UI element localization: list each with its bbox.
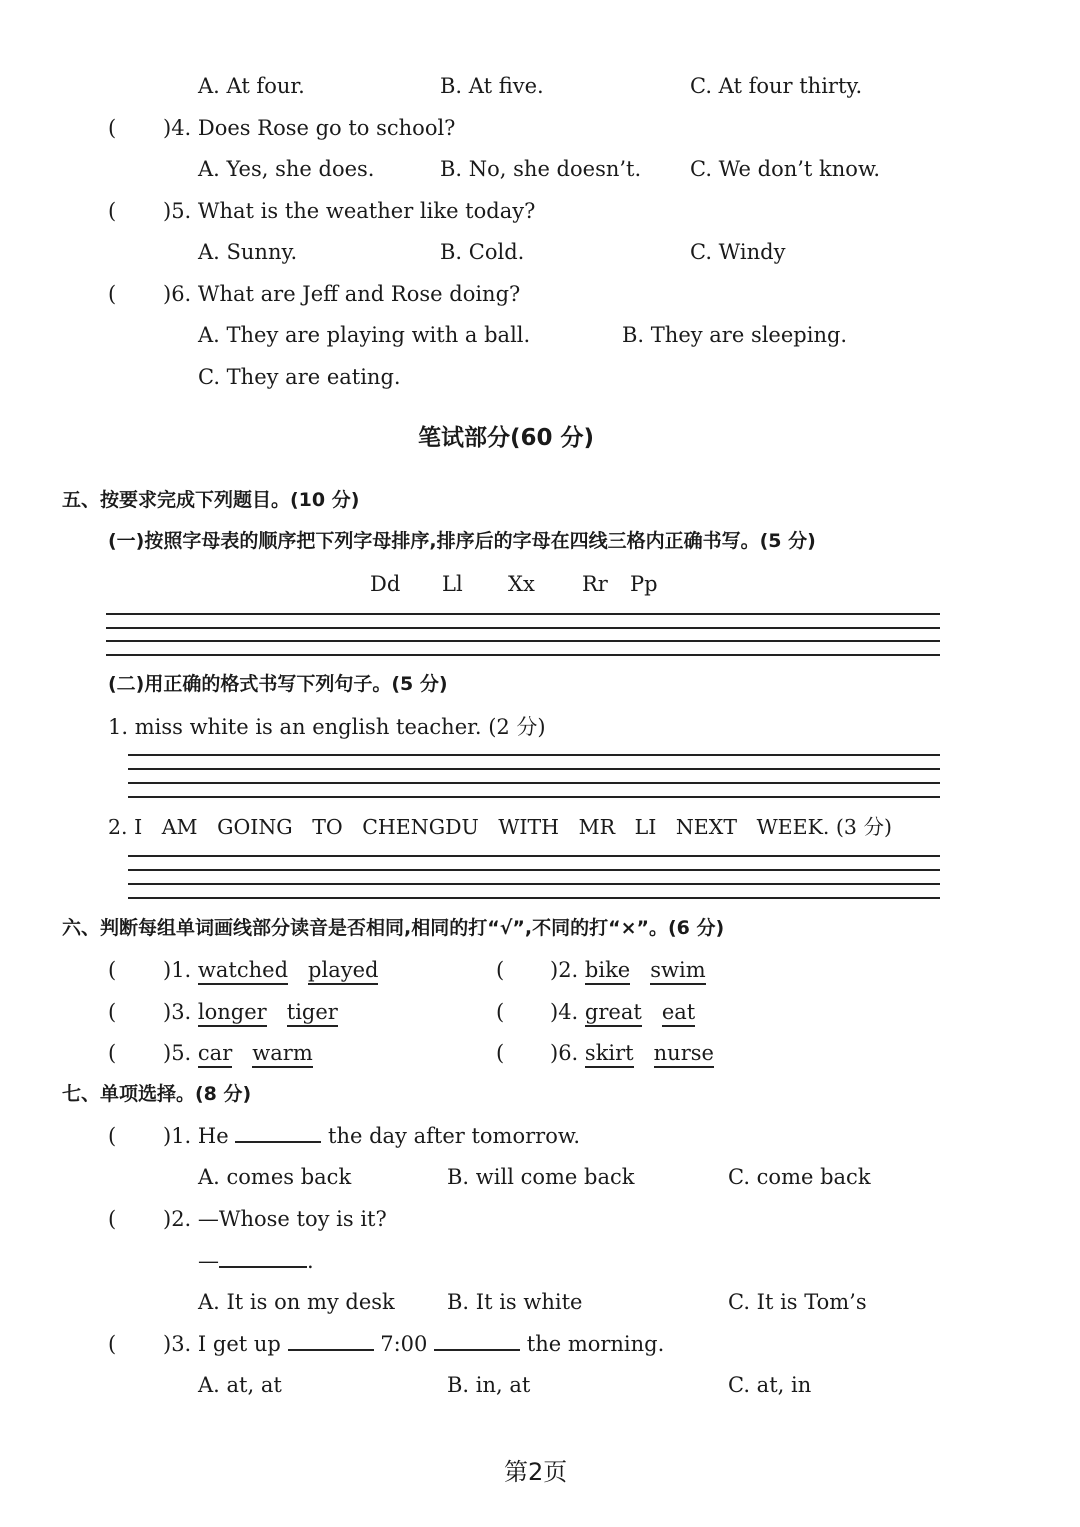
phonics-item: )4. great eat: [550, 1002, 695, 1023]
q6-option-c: C. They are eating.: [198, 365, 401, 389]
phonics-item: )6. skirt nurse: [550, 1043, 714, 1064]
q3-option-a: A. At four.: [198, 74, 305, 98]
mc-q2-option-b: B. It is white: [447, 1290, 583, 1314]
section6-title: 六、判断每组单词画线部分读音是否相同,相同的打“√”,不同的打“×”。(6 分): [62, 917, 725, 939]
phonics-item: )3. longer tiger: [163, 1002, 338, 1023]
q6-prompt: )6. What are Jeff and Rose doing?: [163, 282, 521, 306]
letter-pp: Pp: [630, 572, 658, 596]
answer-bracket: (: [496, 1041, 505, 1065]
q5-prompt: )5. What is the weather like today?: [163, 199, 536, 223]
letter-ll: Ll: [442, 572, 463, 596]
phonics-item: )1. watched played: [163, 960, 378, 981]
q3-option-c: C. At four thirty.: [690, 74, 863, 98]
answer-bracket: (: [108, 282, 117, 306]
answer-bracket: (: [108, 1124, 117, 1148]
answer-blank[interactable]: [434, 1349, 520, 1351]
q5-option-a: A. Sunny.: [198, 240, 298, 264]
section5-title: 五、按要求完成下列题目。(10 分): [62, 489, 360, 511]
phonics-item: )5. car warm: [163, 1043, 313, 1064]
sentence2-prompt: 2. I AM GOING TO CHENGDU WITH MR LI NEXT WEEK. (3 分): [108, 815, 892, 839]
phonics-item: )2. bike swim: [550, 960, 706, 981]
mc-q1-option-a: A. comes back: [198, 1165, 352, 1189]
q4-prompt: )4. Does Rose go to school?: [163, 116, 456, 140]
letter-xx: Xx: [508, 572, 535, 596]
mc-q2-option-c: C. It is Tom’s: [728, 1290, 867, 1314]
page-number: 第2页: [504, 1458, 568, 1486]
mc-q2-answer-line: — .: [198, 1249, 314, 1273]
letter-dd: Dd: [370, 572, 401, 596]
answer-bracket: (: [496, 1000, 505, 1024]
answer-bracket: (: [108, 1041, 117, 1065]
q5-option-b: B. Cold.: [440, 240, 525, 264]
mc-q3-option-a: A. at, at: [198, 1373, 282, 1397]
answer-blank[interactable]: [235, 1141, 321, 1143]
answer-bracket: (: [496, 958, 505, 982]
answer-blank[interactable]: [219, 1266, 307, 1268]
mc-q2-option-a: A. It is on my desk: [198, 1290, 395, 1314]
answer-bracket: (: [108, 1332, 117, 1356]
q4-option-a: A. Yes, she does.: [198, 157, 375, 181]
q6-option-a: A. They are playing with a ball.: [198, 323, 531, 347]
answer-bracket: (: [108, 199, 117, 223]
answer-bracket: (: [108, 958, 117, 982]
mc-q3-option-b: B. in, at: [447, 1373, 531, 1397]
q4-option-b: B. No, she doesn’t.: [440, 157, 642, 181]
answer-bracket: (: [108, 1000, 117, 1024]
section5-part2-title: (二)用正确的格式书写下列句子。(5 分): [108, 673, 448, 695]
mc-q3-option-c: C. at, in: [728, 1373, 812, 1397]
answer-bracket: (: [108, 1207, 117, 1231]
answer-bracket: (: [108, 116, 117, 140]
sentence1-prompt: 1. miss white is an english teacher. (2 分): [108, 715, 546, 739]
section7-title: 七、单项选择。(8 分): [62, 1083, 252, 1105]
mc-q1-prompt: )1. He the day after tomorrow.: [163, 1124, 580, 1148]
answer-blank[interactable]: [288, 1349, 374, 1351]
q3-option-b: B. At five.: [440, 74, 544, 98]
section5-part1-title: (一)按照字母表的顺序把下列字母排序,排序后的字母在四线三格内正确书写。(5 分): [108, 530, 816, 552]
q4-option-c: C. We don’t know.: [690, 157, 881, 181]
written-section-title: 笔试部分(60 分): [418, 425, 595, 451]
mc-q1-option-b: B. will come back: [447, 1165, 635, 1189]
q6-option-b: B. They are sleeping.: [622, 323, 848, 347]
q5-option-c: C. Windy: [690, 240, 786, 264]
mc-q1-option-c: C. come back: [728, 1165, 871, 1189]
mc-q3-prompt: )3. I get up 7:00 the morning.: [163, 1332, 665, 1356]
mc-q2-prompt: )2. —Whose toy is it?: [163, 1207, 387, 1231]
letter-rr: Rr: [582, 572, 608, 596]
